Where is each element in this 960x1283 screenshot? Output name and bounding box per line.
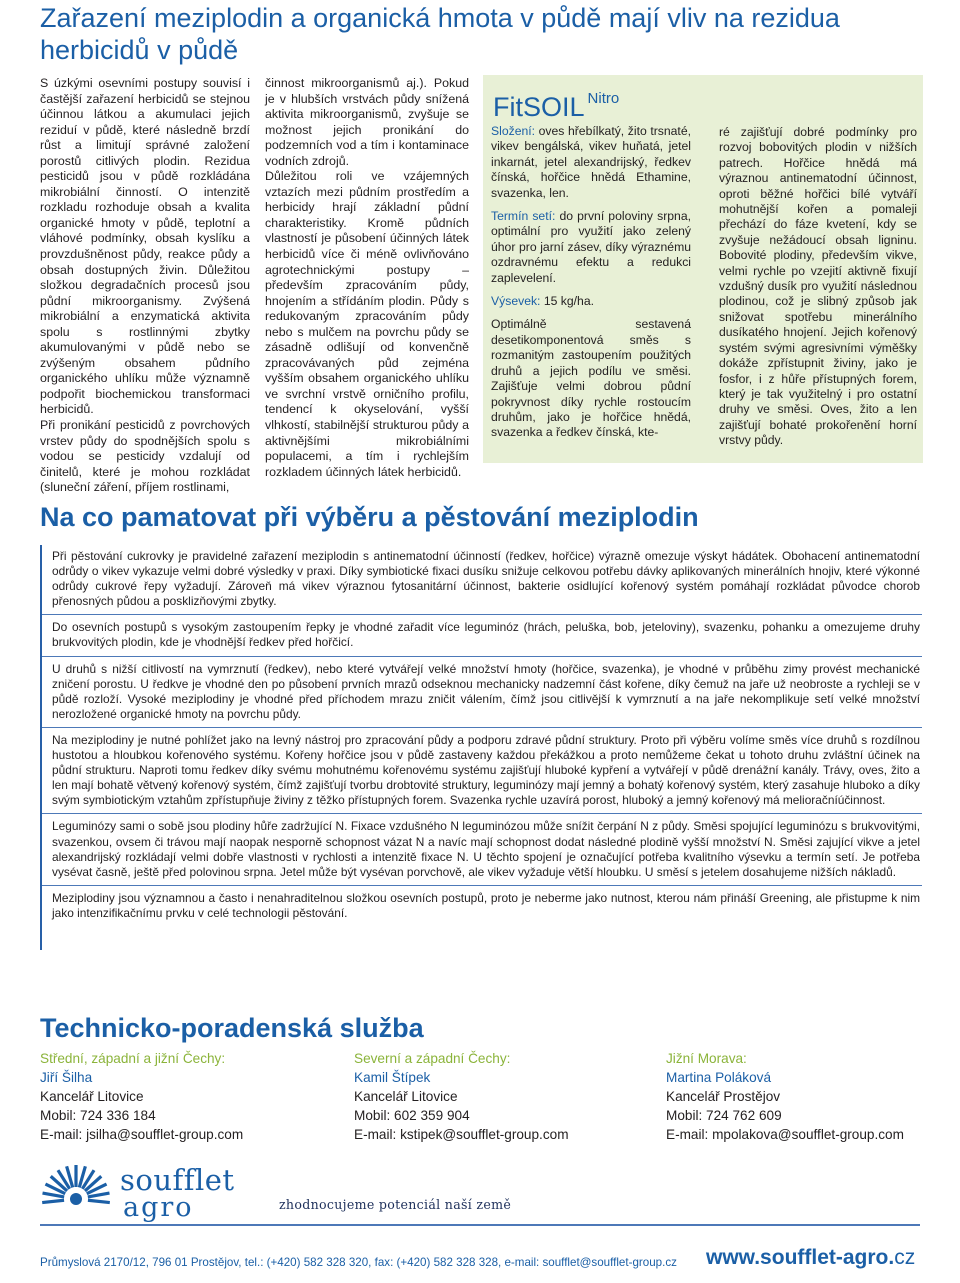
tip-paragraph: Při pěstování cukrovky je pravidelné zařazení meziplodin s antinematodní účinností (ředkev, hořčice) výrazně omezuje výskyt hádátek. Obohacení antinematodní odrůdy o vikev vykazuje velmi dobré výsledky v praxi. Díky symbiotické fixaci dusíku snižuje celkovou potřebu dávky aplikovaných minerálních hnojiv, které výkonné odrůdy cukrové řepy vyžadují. Zároveň má vikev výraznou fytosanitární účinnost, bakterie osidlující kořenový systém pomáhají rozkládat původce chorob přenosných půdou a posklizňovými zbytky.	[52, 549, 920, 609]
contact-card	[354, 1049, 569, 1144]
contact-name: Martina Poláková	[666, 1070, 772, 1085]
contact-region: Střední, západní a jižní Čechy:	[40, 1051, 226, 1066]
intro-column-2	[265, 76, 469, 480]
page-title: Zařazení meziplodin a organická hmota v půdě mají vliv na rezidua herbicidů v půdě	[40, 3, 840, 65]
intro-paragraph: činnost mikroorganismů aj.). Pokud je v hlubších vrstvách půdy snížená aktivita mikroorganismů, zvyšuje se možnost jejich pronikání do podzemních vod a tím i kontaminace vodních zdrojů.	[265, 76, 469, 168]
website-tld: cz	[894, 1246, 916, 1269]
sowing-time-text: do první poloviny srpna, optimální pro využití jako zelený úhor pro jarní zásev, díky výraznému ozdravnému efektu a redukci zaplevelení.	[491, 209, 691, 285]
tagline: zhodnocujeme potenciál naší země	[279, 1197, 512, 1212]
intro-paragraph: S úzkými osevními postupy souvisí i častější zařazení herbicidů se stejnou účinnou látkou a akumulaci jejich reziduí v půdě, které následně brzdí růst a limitují správné založení porostů citlivých plodin. Rezidua pesticidů jsou v půdě rozkládána mikrobiální činností. O intenzitě rozkladu rozhoduje obsah a kvalita organické hmoty v půdě, teplotní a vláhové podmínky, obsah kyslíku a provzdušněnost půdy, reakce půdy a obsah dostupných živin. Důležitou složkou degradačních procesů jsou půdní mikroorganismy. Zvýšená mikrobiální a enzymatická aktivita spolu s rostlinnými zbytky akumulovanými v půdě nebo se zvýšeným obsahem půdního organického uhlíku může významně podpořit biochemickou transformaci herbicidů.	[40, 76, 250, 417]
website-link[interactable]	[706, 1246, 915, 1270]
composition-text: oves hřebílkatý, žito trsnaté, vikev bengálská, vikev huňatá, jetel inkarnát, jetel alexandrijský, ředkev čínská, hořčice hnědá Ethamine, svazenka, len.	[491, 124, 691, 200]
contact-region: Severní a západní Čechy:	[354, 1051, 511, 1066]
contact-email: E-mail: mpolakova@soufflet-group.com	[666, 1127, 904, 1142]
brand-sub: agro	[123, 1192, 194, 1223]
contact-mobile: Mobil: 724 336 184	[40, 1108, 156, 1123]
contact-mobile: Mobil: 602 359 904	[354, 1108, 470, 1123]
fitsoil-composition	[491, 124, 691, 201]
contact-office: Kancelář Prostějov	[666, 1089, 781, 1104]
fitsoil-panel	[483, 75, 923, 463]
brand-name: soufflet	[120, 1163, 235, 1197]
sunburst-logo-icon	[38, 1161, 114, 1225]
contact-region: Jižní Morava:	[666, 1051, 747, 1066]
fitsoil-superscript: Nitro	[587, 90, 620, 107]
contact-office: Kancelář Litovice	[354, 1089, 458, 1104]
fitsoil-name: FitSOIL	[493, 92, 585, 122]
tip-paragraph: Leguminózy sami o sobě jsou plodiny hůře zadržující N. Fixace vzdušného N leguminózou může snížit čerpání N z půdy. Směsi spojující leguminózu s brukvovitými, svazenkou, ovsem či trávou mají naopak nesporně schopnost vázat N a navíc mají schopnost dodat následné plodině vyšší množství N. Směsi zajující vikve a jetel alexandrijský rozkládají velmi dobře vlastnosti v rychlosti a intenzitě fixace N. U těchto spojení je označující potřeba kvalitního výsevku a termín setí. Je potřeba vysévat časně, ještě před polovinou srpna. Jetel může být vysévan porvchově, ale vikev vyžaduje větší hloubku. U směsí s jetelem dosahujeme nižších nákladů.	[42, 813, 922, 884]
tip-paragraph: Meziplodiny jsou významnou a často i nenahraditelnou složkou osevních postupů, proto je neberme jako nutnost, kterou nám přináší Greening, ale přistupme k nim jako intenzifikačnímu prvku v celé technologii pěstování.	[42, 885, 922, 926]
contact-email: E-mail: jsilha@soufflet-group.com	[40, 1127, 244, 1142]
contact-office: Kancelář Litovice	[40, 1089, 144, 1104]
footer-address: Průmyslová 2170/12, 796 01 Prostějov, tel.: (+420) 582 328 320, fax: (+420) 582 328 328, e-mail: soufflet@soufflet-group.cz	[40, 1256, 677, 1269]
tips-box	[40, 545, 922, 950]
tips-heading: Na co pamatovat při výběru a pěstování meziplodin	[40, 502, 699, 532]
service-heading: Technicko-poradenská služba	[40, 1013, 424, 1043]
intro-paragraph: Při pronikání pesticidů z povrchových vrstev půdy do spodnějších spolu s vodou se pesticidy vzdalují od činitelů, které je mohou rozkládat (sluneční záření, příjem rostlinami,	[40, 418, 250, 495]
contact-mobile: Mobil: 724 762 609	[666, 1108, 782, 1123]
fitsoil-column-1	[491, 124, 691, 449]
fitsoil-sowing-time	[491, 209, 691, 286]
seed-rate-text: 15 kg/ha.	[543, 294, 594, 309]
contact-name: Kamil Štípek	[354, 1070, 431, 1085]
seed-rate-label: Výsevek:	[491, 294, 541, 309]
website-main: www.soufflet-agro.	[706, 1246, 895, 1269]
tip-paragraph: Do osevních postupů s vysokým zastoupením řepky je vhodné zařadit více leguminóz (hrách, peluška, bob, jeteloviny), svazenku, pohanku a omezujeme druhy brukvovitých plodin, kde je vhodnější ředkev před hořčicí.	[42, 614, 922, 655]
tip-paragraph: U druhů s nižší citlivostí na vymrznutí (ředkev), nebo které vytvářejí velké množství hmoty (hořčice, svazenka), je vhodné v průběhu zimy provést mechanické zničení porostu. U ředkve je vhodné den po působení prvních mrazů odseknou mechanicky nadzemní část kořene, díky čemuž na jaře už neobroste a rychleji se v půdě rozloží. Vysoké meziplodiny je vhodné před příchodem mrazu zničit válením, čímž jsou citlivější k vymrznutí a na jaře nekomplikuje setí velké množství nerozložené organické hmoty na povrchu půdy.	[42, 656, 922, 727]
intro-column-1	[40, 76, 250, 496]
contact-card	[666, 1049, 904, 1144]
fitsoil-seed-rate	[491, 294, 691, 309]
soufflet-agro-logo	[38, 1161, 248, 1225]
sowing-time-label: Termín setí:	[491, 209, 556, 224]
tip-paragraph: Na meziplodiny je nutné pohlížet jako na levný nástroj pro zpracování půdy a podporu zdravé půdní struktury. Proto při výběru volíme směs více druhů s rozdílnou hustotou a hloubkou kořenového systému. Kořeny hořčice jsou v půdě zastaveny každou překážkou a proto nemůžeme čekat u tohoto druhu zvláštní účinek na půdní strukturu. Naproti tomu ředkev díky svému mohutnému kořenovému systému zajišťují hluboké kypření a vytvářejí v půdě drenážní kanály. Trávy, oves, žito a len mají bohatě větvený kořenový systém, čímž zajišťují tvorbu drobtovité struktury, leguminózy mají jemný a bohatý kořenový systém, který zasahuje hluboko a díky svým symbiotickým vztahům zpřístupňuje živiny z těžko přístupných forem. Svazenka rychle uzavírá porost, hluboký a jemný kořenový má melioračníúčinnost.	[42, 727, 922, 813]
fitsoil-column-2	[719, 125, 917, 457]
contact-card	[40, 1049, 243, 1144]
fitsoil-description: Optimálně sestavená desetikomponentová směs s rozmanitým zastoupením použitých druhů a jejich podílu ve směsi. Zajišťuje velmi dobrou půdní pokryvnost díky rychle rostoucím druhům, jako je hořčice hnědá, svazenka a ředkev čínská, kte-	[491, 317, 691, 440]
contact-email: E-mail: kstipek@soufflet-group.com	[354, 1127, 569, 1142]
intro-paragraph: Důležitou roli ve vzájemných vztazích mezi půdním prostředím a herbicidy hrají základní půdní charakteristiky. Kromě půdních vlastností je působení účinných látek herbicidů více či méně ovlivňováno agrotechnickými postupy – především zpracováním půdy, hnojením a střídáním plodin. Půdy s redukovaným zpracováním půdy nebo s mulčem na povrchu půdy se zásadně odlišují od konvenčně zpracovávaných půd zejména vyšším obsahem organického uhlíku ve svrchní vrstvě orničního profilu, tendencí k okyselování, vyšší vlhkostí, stabilnější strukturou půdy a aktivnějšími mikrobiálními populacemi, a tím i rychlejším rozkladem účinných látek herbicidů.	[265, 169, 469, 479]
footer-divider	[40, 1224, 920, 1226]
fitsoil-description-continued: ré zajišťují dobré podmínky pro rozvoj bobovitých plodin v nižších patrech. Hořčice hnědá má výraznou antinematodní účinnost, oproti běžné hořčici bílé vytváří mohutnější kořen a pomaleji přechází do fáze kvetení, kdy se zvyšuje nežádoucí obsah ligninu. Bobovité plodiny, především vikve, velmi rychle po vzejití aktivně fixují vzdušný dusík pro využití následnou plodinou, což je slibný způsob jak snižovat spotřebu minerálního dusíkatého hnojení. Jejich kořenový systém svými agresivními výměšky dokáže zpřístupnit živiny, jako je fosfor, i z hůře přístupných forem, který je tak využitelný i pro ostatní druhy ve směsi. Oves, žito a len zajišťují bohaté prokořenění horní vrstvy půdy.	[719, 125, 917, 448]
composition-label: Složení:	[491, 124, 536, 138]
contact-name: Jiří Šilha	[40, 1070, 93, 1085]
fitsoil-title	[493, 83, 619, 123]
